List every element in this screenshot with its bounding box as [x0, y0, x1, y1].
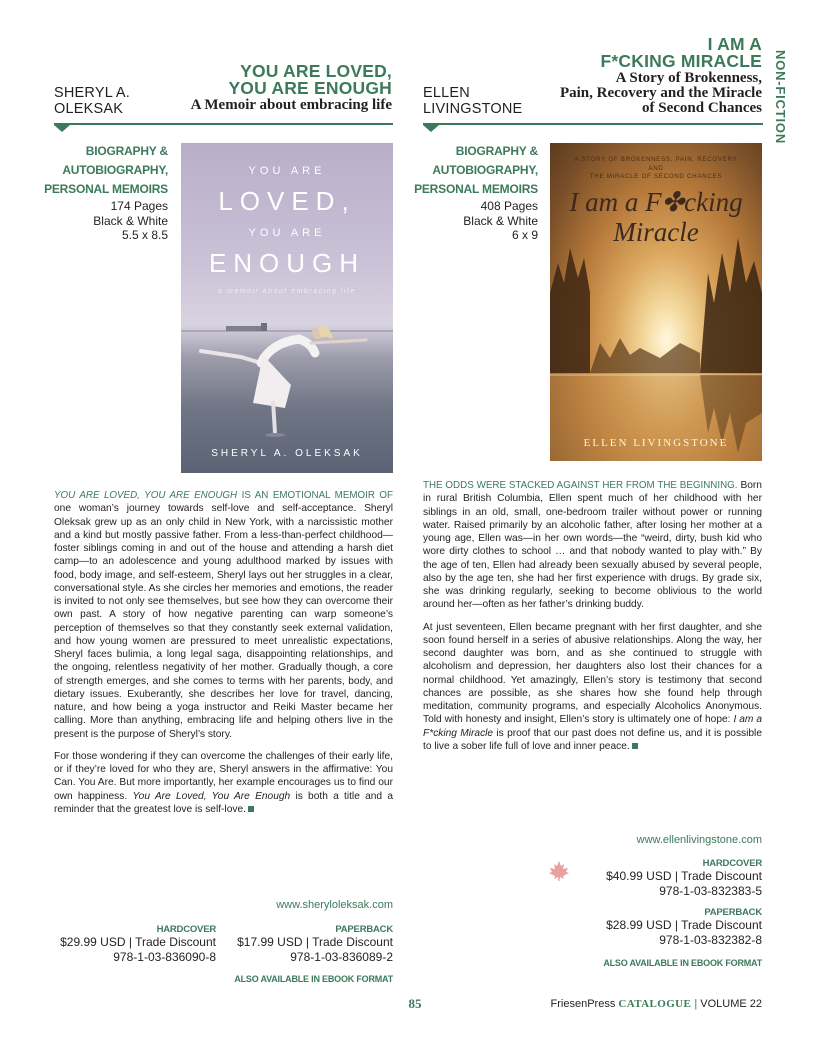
right-title-block — [530, 36, 762, 116]
left-paperback-price: $17.99 USD | Trade Discount — [237, 935, 393, 949]
right-ebook-note: ALSO AVAILABLE IN EBOOK FORMAT — [603, 958, 762, 968]
left-title-block — [170, 63, 392, 113]
footer-separator: | — [694, 998, 698, 1010]
cover-right-author: ELLEN LIVINGSTONE — [583, 437, 729, 449]
right-trim-size: 6 x 9 — [511, 228, 538, 242]
right-description — [423, 479, 762, 762]
left-para2-start: For those wondering if they can overcome the challenges of their early life, or if they’re loved for who they are, Sheryl answers in the affirmative: You Can. You Are. But more importantly, her example encourages us to find our own happiness. — [54, 750, 393, 802]
footer-volume: VOLUME 22 — [700, 998, 762, 1010]
right-paragraph-2 — [423, 621, 762, 754]
cover-right-top-line1: A STORY OF BROKENNESS, PAIN, RECOVERY — [574, 156, 738, 163]
left-title-line2: YOU ARE ENOUGH — [228, 78, 392, 98]
right-hardcover-block — [560, 858, 762, 899]
left-color: Black & White — [93, 213, 168, 228]
cover-left-tagline: a memoir about embracing life — [218, 288, 356, 295]
right-para2-start: At just seventeen, Ellen became pregnant with her first daughter, and she soon found herself in a series of abusive relationships. Along the way, her second daughter was born, and as she continued to struggle with alcoholism and depression, her daughters also lost their chances for a normal childhood. Yet amazingly, Ellen’s story is testimony that second chances are possible, as she shares how she found help through meditation, community programs, and especially Alcoholics Anonymous. Told with honesty and insight, Ellen’s story is ultimately one of hope: — [423, 621, 762, 726]
left-hardcover-price: $29.99 USD | Trade Discount — [60, 935, 216, 949]
left-trim-size: 5.5 x 8.5 — [121, 228, 168, 242]
left-paperback-block — [222, 924, 393, 965]
cover-right-title-line1: I am a F✤cking — [569, 187, 743, 217]
cover-left-author: SHERYL A. OLEKSAK — [211, 448, 363, 459]
left-header-rule — [54, 123, 393, 125]
right-genre-line1: BIOGRAPHY & — [455, 144, 538, 158]
right-paragraph-1 — [423, 479, 762, 612]
footer-catalogue: CATALOGUE — [618, 998, 692, 1010]
end-mark-icon — [632, 743, 638, 749]
left-author — [54, 85, 130, 117]
cover-left-line1: YOU ARE — [248, 165, 326, 177]
right-hardcover-label: HARDCOVER — [702, 858, 762, 869]
right-lead: THE ODDS WERE STACKED AGAINST HER FROM THE BEGINNING. — [423, 480, 738, 491]
right-paperback-isbn: 978-1-03-832382-8 — [659, 933, 762, 947]
cover-right-top-line2: AND — [648, 164, 664, 172]
left-ebook-note: ALSO AVAILABLE IN EBOOK FORMAT — [234, 974, 393, 984]
forest-lake-illustration — [550, 143, 762, 461]
left-lead-rest: IS AN EMOTIONAL MEMOIR OF — [237, 490, 394, 501]
left-lead-italic: YOU ARE LOVED, YOU ARE ENOUGH — [54, 490, 238, 501]
right-genre-line3: PERSONAL MEMOIRS — [414, 182, 538, 196]
left-pages: 174 Pages — [110, 199, 168, 213]
left-paperback-label: PAPERBACK — [335, 924, 393, 935]
left-paragraph-2 — [54, 750, 393, 816]
right-color: Black & White — [463, 213, 538, 228]
cover-left-line3: YOU ARE — [248, 227, 326, 239]
right-para2-end: is proof that our past does not define us, and it is possible to live a sober life full of love and inner peace. — [423, 727, 762, 752]
left-genre-line2: AUTOBIOGRAPHY, — [62, 163, 168, 177]
right-hardcover-price: $40.99 USD | Trade Discount — [606, 869, 762, 883]
cover-right-top-line3: THE MIRACLE OF SECOND CHANCES — [589, 173, 723, 180]
right-pages: 408 Pages — [480, 199, 538, 213]
left-hardcover-label: HARDCOVER — [156, 924, 216, 935]
right-author-line2: LIVINGSTONE — [423, 101, 523, 117]
left-description — [54, 489, 393, 825]
cover-left-line4: ENOUGH — [208, 248, 366, 278]
right-paperback-label: PAPERBACK — [704, 907, 762, 918]
right-para2-italic: I am a F*cking Miracle — [423, 714, 762, 739]
right-hardcover-isbn: 978-1-03-832383-5 — [659, 884, 762, 898]
right-title-line1: I AM A — [707, 34, 762, 54]
section-label: NON-FICTION — [773, 50, 788, 145]
left-title-line1: YOU ARE LOVED, — [240, 61, 392, 81]
left-hardcover-isbn: 978-1-03-836090-8 — [113, 950, 216, 964]
right-book-cover — [550, 143, 762, 461]
cover-left-line2: LOVED, — [218, 186, 356, 216]
right-author-line1: ELLEN — [423, 85, 470, 101]
right-author — [423, 85, 522, 117]
left-genre-line3: PERSONAL MEMOIRS — [44, 182, 168, 196]
right-genre-line2: AUTOBIOGRAPHY, — [432, 163, 538, 177]
right-paperback-price: $28.99 USD | Trade Discount — [606, 918, 762, 932]
page-number: 85 — [408, 996, 422, 1011]
right-header-rule — [423, 123, 763, 125]
footer-publisher: FriesenPress — [550, 998, 616, 1010]
left-author-line2: OLEKSAK — [54, 101, 124, 117]
left-website-link[interactable]: www.sheryloleksak.com — [276, 899, 393, 911]
cover-right-title-line2: Miracle — [613, 217, 699, 247]
left-genre-line1: BIOGRAPHY & — [85, 144, 168, 158]
right-pointer-icon — [423, 125, 439, 132]
right-paperback-block — [560, 907, 762, 948]
left-para2-end: is both a title and a reminder that the greatest love is self-love. — [54, 790, 393, 815]
left-author-line1: SHERYL A. — [54, 85, 130, 101]
left-para2-italic: You Are Loved, You Are Enough — [132, 790, 291, 802]
left-subtitle: A Memoir about embracing life — [190, 97, 392, 113]
right-subtitle-line3: of Second Chances — [641, 100, 762, 116]
end-mark-icon — [248, 806, 254, 812]
right-para1-text: Born in rural British Columbia, Ellen spent much of her childhood with her siblings in an old, small, one-bedroom trailer without power or running water. Raised primarily by an alcoholic father, after losing her mother at a young age, Ellen was—in her own words—the “weird, dirty, bush kid who wore dirty clothes to school … and that nobody wanted to play with.” By the age of ten, Ellen had already been sexually abused by several people, also by the age ten, she had her first experience with drugs. By grade six, she was drinking regularly, seeking to become oblivious to the world around her—often as her father’s drinking buddy. — [423, 480, 762, 611]
left-book-cover — [181, 143, 393, 473]
left-para1-text: one woman’s journey towards self-love and self-acceptance. Sheryl Oleksak grew up as an only child in New York, with a narcissistic mother and a kind but mostly passive father. From a less-than-perfect childhood—foster siblings coming in and out of the house and attending a harsh diet camp—to an adolescence and young adulthood marked by issues with food, body image, and self-esteem, Sheryl lays out her struggles in a clear, conversational style. As she circles her memories and emotions, the reader is invited to not only see themselves, but see how they can overcome their own past. A story of how negative parenting can warp someone’s perception of themselves so that they constantly seek external validation, and how young women are pressured to meet unrealistic expectations, Sheryl faces bulimia, a long legal saga, disappointing relationships, and the ongoing, relentless negativity of her mother. Gradually though, a core of strength emerges, and she comes to terms with her parents, body, and dietary issues. Exuberantly, she describes her love for travel, dancing, nature, and how being a yoga instructor and Reiki Master became her calling. More than anything, embracing life and helping others live in the present is the purpose of Sheryl’s story. — [54, 503, 393, 740]
left-genre-block — [40, 142, 168, 243]
left-paragraph-1 — [54, 489, 393, 741]
left-pointer-icon — [54, 125, 70, 132]
dancer-illustration — [181, 143, 393, 473]
right-subtitle-line2: Pain, Recovery and the Miracle — [559, 85, 762, 101]
right-website-link[interactable]: www.ellenlivingstone.com — [636, 834, 762, 846]
catalogue-footer — [520, 998, 762, 1010]
left-paperback-isbn: 978-1-03-836089-2 — [290, 950, 393, 964]
right-title-line2: F*CKING MIRACLE — [600, 51, 762, 71]
right-genre-block — [410, 142, 538, 243]
right-subtitle-line1: A Story of Brokenness, — [615, 70, 762, 86]
left-hardcover-block — [54, 924, 216, 965]
